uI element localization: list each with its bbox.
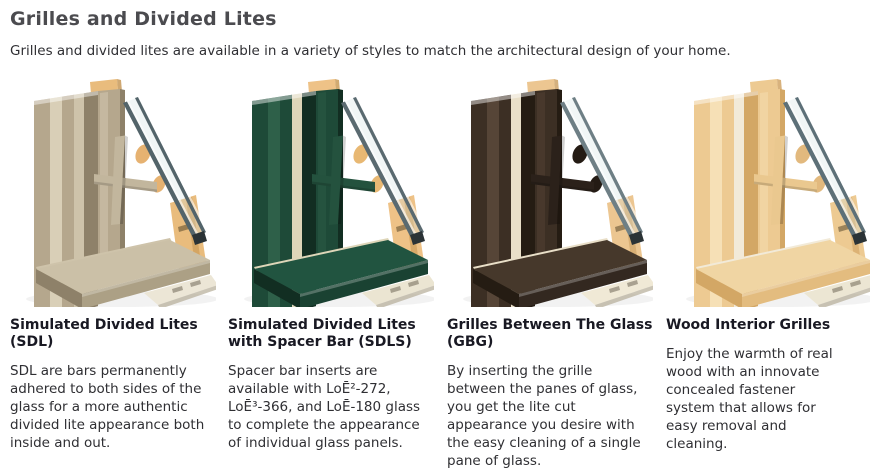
page-title: Grilles and Divided Lites: [10, 8, 277, 30]
window-corner-cutaway-illustration: [457, 77, 653, 307]
product-heading: Simulated Divided Lites with Spacer Bar (SDLS): [228, 317, 416, 350]
product-description: Enjoy the warmth of real wood with an innovate concealed fastener system that allows for easy removal and cleaning.: [666, 346, 833, 452]
product-heading: Simulated Divided Lites (SDL): [10, 317, 198, 350]
product-grid: [10, 75, 860, 470]
product-heading: Wood Interior Grilles: [666, 317, 831, 333]
product-card-sdls: [228, 75, 447, 452]
product-card-sdl: [10, 75, 228, 452]
product-heading: Grilles Between The Glass (GBG): [447, 317, 653, 350]
product-card-wood: [666, 75, 860, 453]
window-cutaway-image: [680, 77, 860, 313]
product-description: By inserting the grille between the panes of glass, you get the lite cut appearance you desire with the easy cleaning of a single pane of glass.: [447, 363, 641, 469]
product-description: SDL are bars permanently adhered to both sides of the glass for a more authentic divided lite appearance both inside and out.: [10, 363, 205, 451]
product-card-gbg: [447, 75, 666, 470]
product-description: Spacer bar inserts are available with LoĒ²-272, LoĒ³-366, and LoĒ-180 glass to complete the appearance of individual glass panels.: [228, 363, 421, 451]
intro-text: Grilles and divided lites are available in a variety of styles to match the architectural design of your home.: [10, 43, 731, 59]
window-corner-cutaway-illustration: [20, 77, 216, 307]
window-cutaway-image: [238, 77, 447, 313]
window-cutaway-image: [457, 77, 666, 313]
window-cutaway-image: [20, 77, 228, 313]
window-corner-cutaway-illustration: [238, 77, 434, 307]
window-corner-cutaway-illustration: [680, 77, 870, 307]
